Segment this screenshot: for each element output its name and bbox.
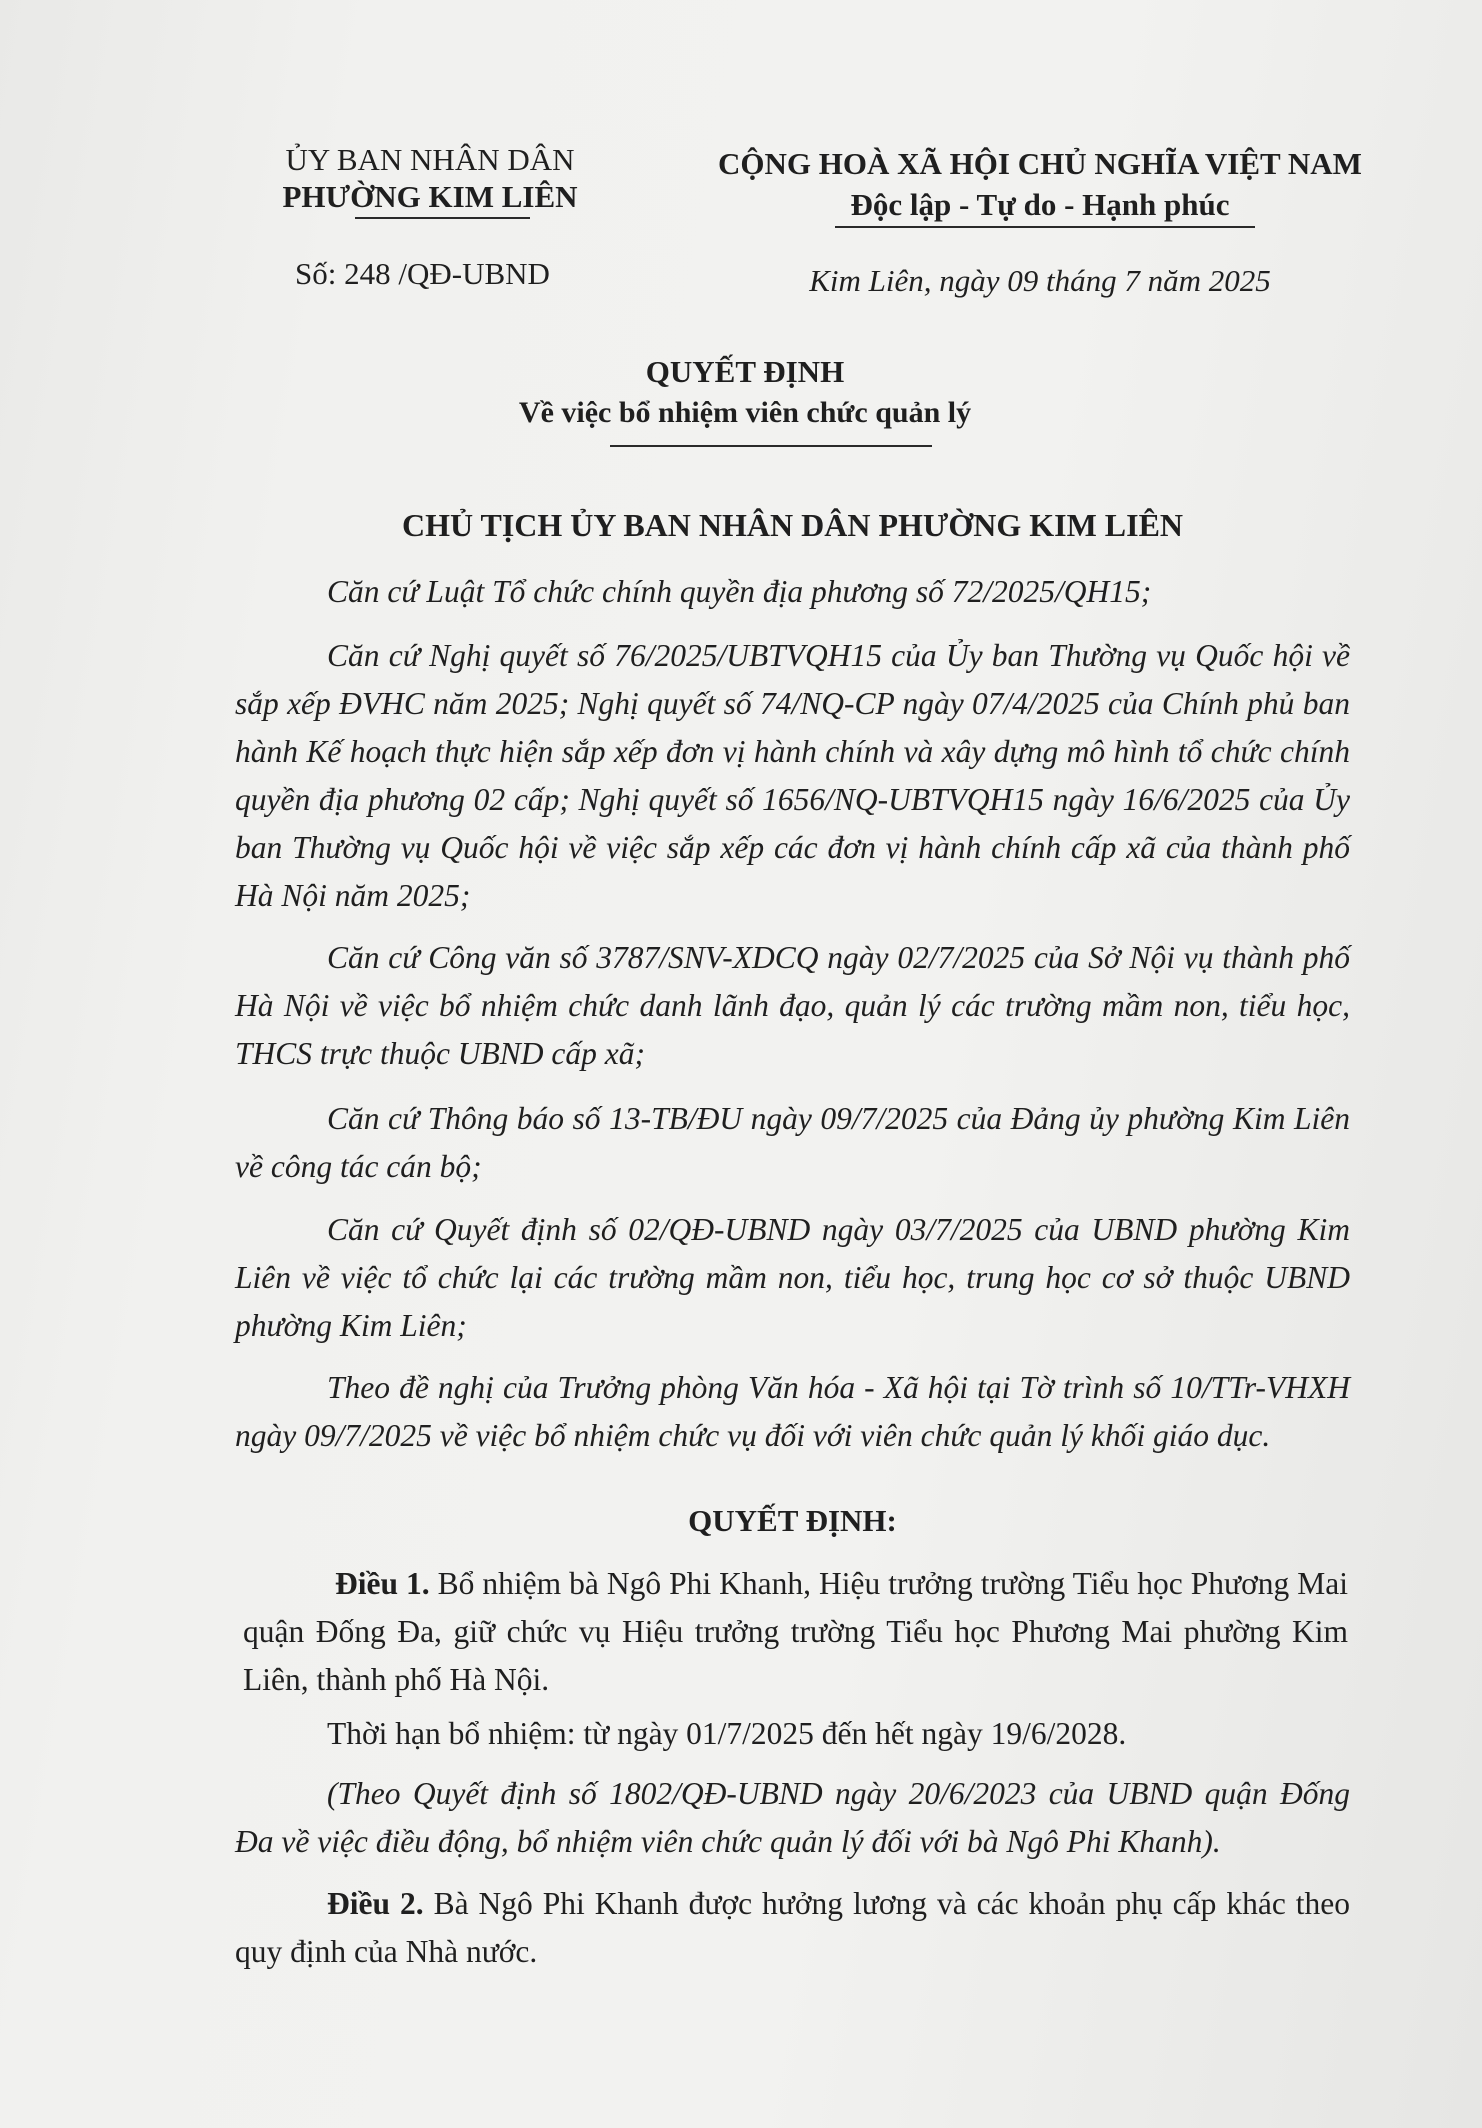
article-1-note: (Theo Quyết định số 1802/QĐ-UBND ngày 20/6/2023 của UBND quận Đống Đa về việc điều động, bổ nhiệm viên chức quản lý đối với bà Ngô Phi Khanh).	[235, 1776, 1350, 1859]
article-1	[243, 1560, 1348, 1704]
doc-type-title: QUYẾT ĐỊNH	[645, 354, 845, 389]
org-underline	[355, 217, 530, 219]
decision-heading: QUYẾT ĐỊNH:	[688, 1503, 897, 1538]
subject-underline	[610, 445, 932, 447]
preamble-clause-5: Căn cứ Quyết định số 02/QĐ-UBND ngày 03/7/2025 của UBND phường Kim Liên về việc tổ chức lại các trường mầm non, tiểu học, trung học cơ sở thuộc UBND phường Kim Liên;	[235, 1212, 1350, 1343]
motto-underline	[835, 226, 1255, 228]
article-2	[235, 1880, 1350, 1976]
article-1-text: Bổ nhiệm bà Ngô Phi Khanh, Hiệu trưởng trường Tiểu học Phương Mai quận Đống Đa, giữ chức vụ Hiệu trưởng trường Tiểu học Phương Mai phường Kim Liên, thành phố Hà Nội.	[243, 1566, 1349, 1697]
issuing-authority: CHỦ TỊCH ỦY BAN NHÂN DÂN PHƯỜNG KIM LIÊN	[401, 507, 1184, 543]
country-name: CỘNG HOÀ XÃ HỘI CHỦ NGHĨA VIỆT NAM	[718, 146, 1362, 181]
doc-number: Số: 248 /QĐ-UBND	[295, 256, 550, 291]
article-1-label: Điều 1.	[335, 1566, 430, 1601]
preamble-clause-2: Căn cứ Nghị quyết số 76/2025/UBTVQH15 của Ủy ban Thường vụ Quốc hội về sắp xếp ĐVHC năm 2025; Nghị quyết số 74/NQ-CP ngày 07/4/2025 của Chính phủ ban hành Kế hoạch thực hiện sắp xếp đơn vị hành chính và xây dựng mô hình tổ chức chính quyền địa phương 02 cấp; Nghị quyết số 1656/NQ-UBTVQH15 ngày 16/6/2025 của Ủy ban Thường vụ Quốc hội về việc sắp xếp các đơn vị hành chính cấp xã của thành phố Hà Nội năm 2025;	[235, 638, 1350, 913]
preamble-clause-3: Căn cứ Công văn số 3787/SNV-XDCQ ngày 02/7/2025 của Sở Nội vụ thành phố Hà Nội về việc bổ nhiệm chức danh lãnh đạo, quản lý các trường mầm non, tiểu học, THCS trực thuộc UBND cấp xã;	[235, 940, 1350, 1071]
preamble-clause-1: Căn cứ Luật Tổ chức chính quyền địa phương số 72/2025/QH15;	[327, 574, 1152, 609]
doc-subject: Về việc bổ nhiệm viên chức quản lý	[518, 396, 972, 429]
preamble-clause-6: Theo đề nghị của Trưởng phòng Văn hóa - Xã hội tại Tờ trình số 10/TTr-VHXH ngày 09/7/2025 về việc bổ nhiệm chức vụ đối với viên chức quản lý khối giáo dục.	[235, 1370, 1350, 1453]
preamble-clause-4: Căn cứ Thông báo số 13-TB/ĐU ngày 09/7/2025 của Đảng ủy phường Kim Liên về công tác cán bộ;	[235, 1101, 1350, 1184]
org-name-line1: ỦY BAN NHÂN DÂN	[285, 142, 575, 177]
article-2-text: Bà Ngô Phi Khanh được hưởng lương và các khoản phụ cấp khác theo quy định của Nhà nước.	[235, 1886, 1351, 1969]
motto: Độc lập - Tự do - Hạnh phúc	[850, 187, 1230, 222]
article-2-label: Điều 2.	[327, 1886, 424, 1921]
place-date: Kim Liên, ngày 09 tháng 7 năm 2025	[809, 263, 1271, 298]
article-1-term: Thời hạn bổ nhiệm: từ ngày 01/7/2025 đến hết ngày 19/6/2028.	[327, 1716, 1127, 1751]
org-name-line2: PHƯỜNG KIM LIÊN	[282, 179, 578, 214]
